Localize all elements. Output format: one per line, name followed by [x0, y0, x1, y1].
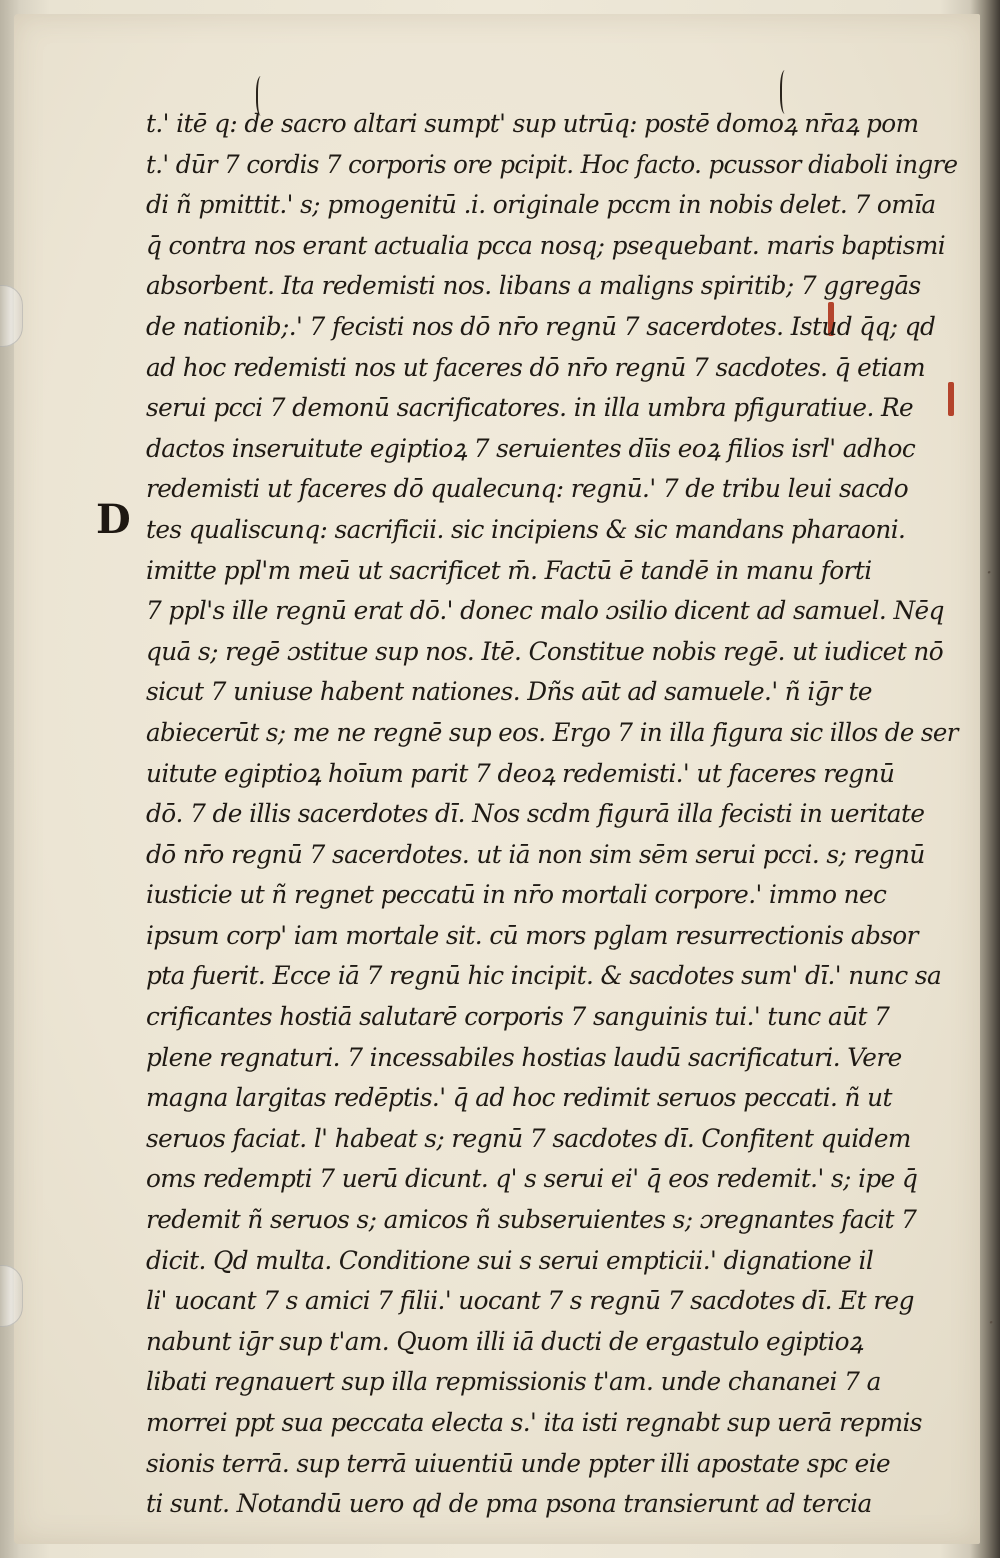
text-line: absorbent. Ita redemisti nos. libans a maligns spiritib; 7 ggregās — [146, 271, 921, 301]
text-line: uitute egiptioꝝ hoīum parit 7 deoꝝ redemisti.' ut faceres regnū — [146, 758, 895, 788]
text-line: imitte ppl'm meū ut sacrificet m̄. Factū ē tandē in manu forti — [146, 555, 872, 585]
text-line: pta fuerit. Ecce iā 7 regnū hic incipit. & sacdotes sum' dī.' nunc sa — [146, 961, 942, 991]
text-line: tes qualiscunq: sacrificii. sic incipiens & sic mandans pharaoni. — [146, 514, 906, 544]
text-line: libati regnauert sup illa repmissionis t'am. unde chananei 7 a — [146, 1367, 881, 1397]
text-line: redemit ñ seruos s; amicos ñ subseruientes s; ɔregnantes facit 7 — [146, 1205, 917, 1235]
manuscript-text-column — [146, 104, 966, 1525]
text-line: serui pcci 7 demonū sacrificatores. in illa umbra pfiguratiue. Re — [146, 393, 914, 423]
text-line: dō. 7 de illis sacerdotes dī. Nos scdm figurā illa fecisti in ueritate — [146, 799, 925, 829]
page-clip-top — [0, 285, 23, 347]
text-line: dicit. Qd multa. Conditione sui s serui empticii.' dignatione il — [146, 1245, 874, 1275]
text-line: oms redempti 7 uerū dicunt. q' s serui ei' q̄ eos redemit.' s; ipe q̄ — [146, 1164, 918, 1194]
text-line: quā s; regē ɔstitue sup nos. Itē. Constitue nobis regē. ut iudicet nō — [146, 636, 944, 666]
text-line: li' uocant 7 s amici 7 filii.' uocant 7 s regnū 7 sacdotes dī. Et reg — [146, 1286, 914, 1316]
margin-mark: · — [986, 560, 993, 584]
text-line: seruos faciat. l' habeat s; regnū 7 sacdotes dī. Confitent quidem — [146, 1123, 911, 1153]
text-line: plene regnaturi. 7 incessabiles hostias laudū sacrificaturi. Vere — [146, 1042, 902, 1072]
text-line: iusticie ut ñ regnet peccatū in nr̄o mortali corpore.' immo nec — [146, 880, 887, 910]
margin-mark: · — [988, 1310, 995, 1334]
page-clip-bottom — [0, 1265, 23, 1327]
text-line: ti sunt. Notandū uero qd de pma psona transierunt ad tercia — [146, 1489, 872, 1519]
text-line: nabunt iḡr sup t'am. Quom illi iā ducti de ergastulo egiptioꝝ — [146, 1326, 863, 1356]
text-line: sicut 7 uniuse habent nationes. Dñs aūt ad samuele.' ñ iḡr te — [146, 677, 872, 707]
text-line: ipsum corp' iam mortale sit. cū mors pglam resurrectionis absor — [146, 920, 918, 950]
text-line: di ñ pmittit.' s; pmogenitū .i. originale pccm in nobis delet. 7 omīa — [146, 190, 936, 220]
text-line: ad hoc redemisti nos ut faceres dō nr̄o regnū 7 sacdotes. q̄ etiam — [146, 352, 925, 382]
text-line: t.' dūr 7 cordis 7 corporis ore pcipit. Hoc facto. pcussor diaboli ingre — [146, 149, 958, 179]
text-line: dō nr̄o regnū 7 sacerdotes. ut iā non sim sēm serui pcci. s; regnū — [146, 839, 925, 869]
text-line: de nationib;.' 7 fecisti nos dō nr̄o regnū 7 sacerdotes. Istud q̄q; qd — [146, 311, 936, 341]
text-line: dactos inseruitute egiptioꝝ 7 seruientes dīis eoꝝ filios isrl' adhoc — [146, 433, 916, 463]
text-line: sionis terrā. sup terrā uiuentiū unde ppter illi apostate spc eie — [146, 1448, 891, 1478]
decorated-initial: D — [96, 496, 131, 543]
text-line: 7 ppl's ille regnū erat dō.' donec malo ɔsilio dicent ad samuel. Nēq — [146, 596, 944, 626]
text-line: t.' itē q: de sacro altari sumpt' sup utrūq: postē domoꝝ nr̄aꝝ pom — [146, 109, 919, 138]
text-line: q̄ contra nos erant actualia pcca nosq; psequebant. maris baptismi — [146, 230, 946, 260]
text-line: redemisti ut faceres dō qualecunq: regnū.' 7 de tribu leui sacdo — [146, 474, 909, 504]
text-line: morrei ppt sua peccata electa s.' ita isti regnabt sup uerā repmis — [146, 1408, 922, 1437]
text-line: abiecerūt s; me ne regnē sup eos. Ergo 7 in illa figura sic illos de ser — [146, 717, 958, 747]
text-line: crificantes hostiā salutarē corporis 7 sanguinis tui.' tunc aūt 7 — [146, 1002, 890, 1032]
text-line: magna largitas redēptis.' q̄ ad hoc redimit seruos peccati. ñ ut — [146, 1083, 892, 1113]
